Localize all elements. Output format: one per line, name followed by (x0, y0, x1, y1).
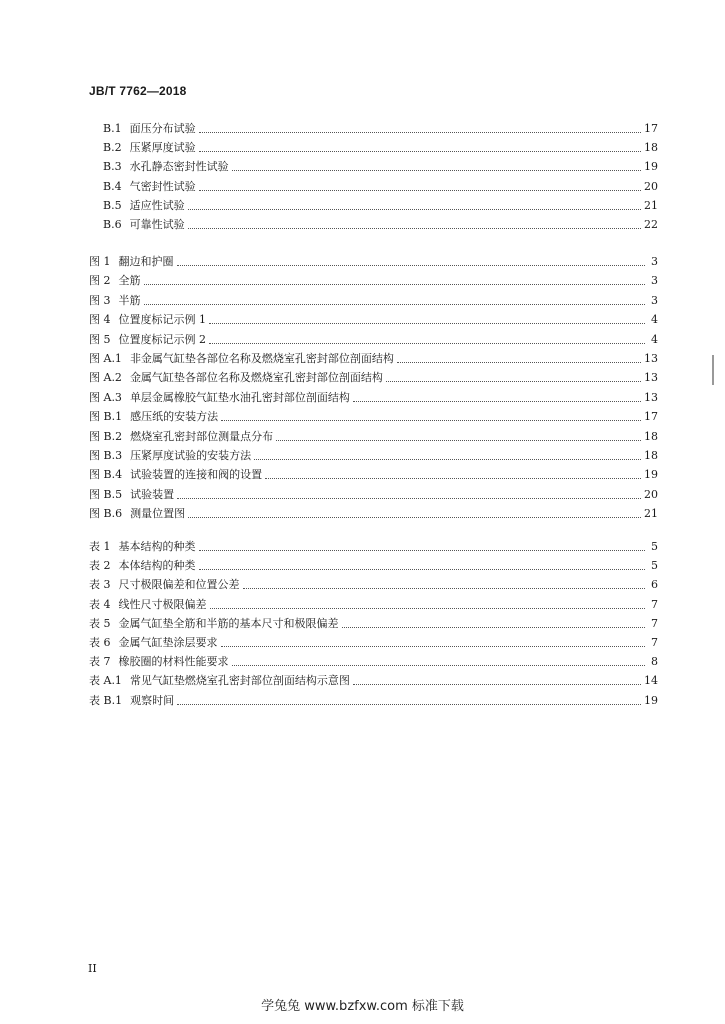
toc-entry[interactable] (103, 218, 658, 232)
toc-dot-leader (342, 627, 646, 628)
toc-entry-title: 单层金属橡胶气缸垫水油孔密封部位剖面结构 (129, 390, 350, 404)
toc-entry-title: 翻边和护圈 (118, 255, 174, 268)
toc-entry-number: 图 A.2 (89, 371, 122, 385)
toc-entry[interactable] (89, 274, 658, 288)
toc-entry-page: 7 (651, 597, 658, 611)
toc-entry-page: 14 (644, 674, 658, 688)
toc-dot-leader (177, 704, 641, 705)
toc-entry-number: B.3 (103, 160, 122, 174)
toc-entry-title: 非金属气缸垫各部位名称及燃烧室孔密封部位剖面结构 (129, 352, 394, 365)
toc-dot-leader (209, 323, 645, 324)
toc-entry[interactable] (89, 617, 658, 631)
toc-entry[interactable] (103, 141, 658, 155)
toc-entry-title: 基本结构的种类 (118, 540, 196, 553)
toc-entry[interactable] (89, 352, 658, 366)
toc-entry-title: 观察时间 (130, 693, 175, 707)
toc-entry[interactable] (89, 598, 658, 612)
toc-dot-leader (199, 569, 646, 570)
toc-entry-page: 7 (651, 636, 658, 649)
toc-dot-leader (221, 646, 646, 647)
page-number-roman: II (88, 962, 97, 975)
toc-entry-title: 感压纸的安装方法 (130, 410, 219, 424)
toc-entry-number: 图 2 (89, 274, 111, 288)
toc-entry-page: 5 (651, 559, 658, 573)
toc-entry-title: 金属气缸垫各部位名称及燃烧室孔密封部位剖面结构 (129, 371, 383, 385)
toc-entry-page: 13 (644, 352, 658, 365)
toc-entry-page: 4 (651, 332, 658, 346)
toc-entry-page: 17 (644, 122, 658, 135)
toc-entry-number: 表 4 (89, 597, 111, 611)
toc-entry-title: 位置度标记示例 2 (118, 332, 206, 346)
toc-dot-leader (199, 190, 641, 191)
toc-entry[interactable] (89, 255, 658, 269)
toc-entry-page: 7 (651, 616, 658, 630)
toc-entry-title: 尺寸极限偏差和位置公差 (118, 578, 240, 592)
document-code: JB/T 7762—2018 (89, 84, 187, 98)
toc-entry-page: 19 (644, 160, 658, 174)
toc-entry-title: 常见气缸垫燃烧室孔密封部位剖面结构示意图 (129, 674, 350, 688)
toc-entry-page: 21 (644, 507, 658, 521)
toc-entry-title: 压紧厚度试验 (129, 141, 196, 155)
toc-entry-title: 水孔静态密封性试验 (129, 160, 229, 174)
toc-entry-number: 表 5 (89, 616, 111, 630)
toc-dot-leader (353, 684, 641, 685)
toc-entry-page: 20 (644, 487, 658, 501)
toc-entry[interactable] (103, 122, 658, 136)
toc-entry[interactable] (89, 410, 658, 424)
toc-entry-title: 可靠性试验 (129, 218, 185, 231)
toc-dot-leader (243, 588, 646, 589)
toc-dot-leader (276, 440, 641, 441)
toc-entry-number: 图 1 (89, 255, 111, 268)
toc-entry-page: 19 (644, 693, 658, 707)
toc-entry-title: 橡胶圈的材料性能要求 (118, 655, 229, 669)
toc-entry-number: 表 7 (89, 655, 111, 669)
toc-entry-number: 图 4 (89, 313, 111, 327)
toc-entry-number: 表 B.1 (89, 693, 123, 707)
toc-entry-number: 图 B.5 (89, 487, 123, 501)
toc-entry-page: 6 (651, 578, 658, 592)
toc-entry-title: 适应性试验 (129, 198, 185, 212)
toc-entry[interactable] (89, 294, 658, 308)
toc-dot-leader (265, 478, 641, 479)
toc-dot-leader (353, 401, 641, 402)
toc-dot-leader (221, 420, 641, 421)
toc-dot-leader (232, 665, 646, 666)
toc-entry[interactable] (89, 430, 658, 444)
toc-dot-leader (144, 304, 646, 305)
toc-entry-number: 表 1 (89, 540, 111, 553)
toc-entry-page: 20 (644, 179, 658, 193)
toc-entry-number: B.1 (103, 122, 122, 135)
toc-entry-title: 全筋 (118, 274, 141, 288)
toc-dot-leader (188, 228, 641, 229)
toc-entry-title: 线性尺寸极限偏差 (118, 597, 207, 611)
toc-entry-title: 气密封性试验 (129, 179, 196, 193)
toc-entry-title: 燃烧室孔密封部位测量点分布 (130, 429, 274, 443)
toc-entry-page: 18 (644, 141, 658, 155)
toc-entry[interactable] (89, 559, 658, 573)
toc-entry[interactable] (89, 578, 658, 592)
toc-entry[interactable] (89, 313, 658, 327)
toc-dot-leader (199, 132, 641, 133)
toc-entry-number: 表 2 (89, 559, 111, 573)
toc-entry-number: 表 6 (89, 636, 111, 649)
toc-entry-number: B.6 (103, 218, 122, 231)
toc-entry-number: 图 B.6 (89, 507, 123, 521)
toc-entry-number: 图 B.3 (89, 449, 123, 462)
toc-dot-leader (386, 381, 641, 382)
toc-entry[interactable] (89, 636, 658, 650)
toc-entry[interactable] (89, 371, 658, 385)
toc-entry[interactable] (89, 391, 658, 405)
toc-entry-title: 本体结构的种类 (118, 559, 196, 573)
toc-entry-number: 图 A.1 (89, 352, 122, 365)
toc-dot-leader (188, 517, 641, 518)
toc-entry[interactable] (89, 488, 658, 502)
toc-entry-number: 图 B.2 (89, 429, 123, 443)
toc-entry[interactable] (103, 199, 658, 213)
toc-dot-leader (209, 343, 645, 344)
toc-entry-number: 表 A.1 (89, 674, 122, 688)
toc-dot-leader (254, 459, 641, 460)
toc-entry-page: 13 (644, 390, 658, 404)
toc-entry-page: 18 (644, 429, 658, 443)
watermark-text: 学兔兔 www.bzfxw.com 标准下载 (261, 999, 464, 1014)
toc-entry-title: 金属气缸垫涂层要求 (118, 636, 218, 649)
toc-entry-number: 图 B.1 (89, 410, 123, 424)
toc-dot-leader (199, 151, 641, 152)
toc-entry-number: 图 3 (89, 293, 111, 307)
toc-entry-page: 5 (651, 540, 658, 553)
toc-entry-number: B.4 (103, 179, 122, 193)
toc-entry-number: B.2 (103, 141, 122, 155)
scan-edge-mark (712, 355, 714, 385)
toc-entry-page: 17 (644, 410, 658, 424)
toc-entry-number: 表 3 (89, 578, 111, 592)
toc-entry-number: 图 A.3 (89, 390, 122, 404)
toc-entry-title: 压紧厚度试验的安装方法 (130, 449, 252, 462)
toc-entry[interactable] (89, 674, 658, 688)
toc-entry-number: B.5 (103, 198, 122, 212)
toc-entry-page: 3 (651, 293, 658, 307)
toc-dot-leader (199, 550, 646, 551)
toc-entry-page: 21 (644, 198, 658, 212)
toc-entry[interactable] (89, 655, 658, 669)
toc-entry[interactable] (89, 507, 658, 521)
toc-entry[interactable] (89, 540, 658, 554)
toc-entry-title: 测量位置图 (130, 507, 186, 521)
toc-entry[interactable] (103, 160, 658, 174)
toc-dot-leader (177, 265, 646, 266)
toc-entry-title: 试验装置 (130, 487, 175, 501)
toc-entry-title: 试验装置的连接和阀的设置 (130, 468, 263, 482)
toc-entry-page: 19 (644, 468, 658, 482)
toc-entry[interactable] (89, 449, 658, 463)
toc-entry-title: 金属气缸垫全筋和半筋的基本尺寸和极限偏差 (118, 616, 339, 630)
toc-entry-page: 8 (651, 655, 658, 669)
toc-dot-leader (210, 608, 646, 609)
toc-entry-title: 位置度标记示例 1 (118, 313, 206, 327)
toc-entry-page: 3 (651, 274, 658, 288)
toc-entry-page: 13 (644, 371, 658, 385)
toc-entry[interactable] (89, 694, 658, 708)
toc-entry[interactable] (89, 333, 658, 347)
toc-entry-page: 3 (651, 255, 658, 268)
toc-dot-leader (144, 284, 646, 285)
toc-entry-title: 面压分布试验 (129, 122, 196, 135)
toc-entry-page: 22 (644, 218, 658, 231)
toc-entry-page: 4 (651, 313, 658, 327)
toc-dot-leader (232, 170, 641, 171)
toc-entry[interactable] (103, 180, 658, 194)
toc-entry-page: 18 (644, 449, 658, 462)
toc-dot-leader (177, 498, 641, 499)
toc-entry[interactable] (89, 468, 658, 482)
toc-entry-number: 图 B.4 (89, 468, 123, 482)
toc-entry-number: 图 5 (89, 332, 111, 346)
toc-dot-leader (397, 362, 641, 363)
toc-dot-leader (188, 209, 641, 210)
toc-entry-title: 半筋 (118, 293, 141, 307)
